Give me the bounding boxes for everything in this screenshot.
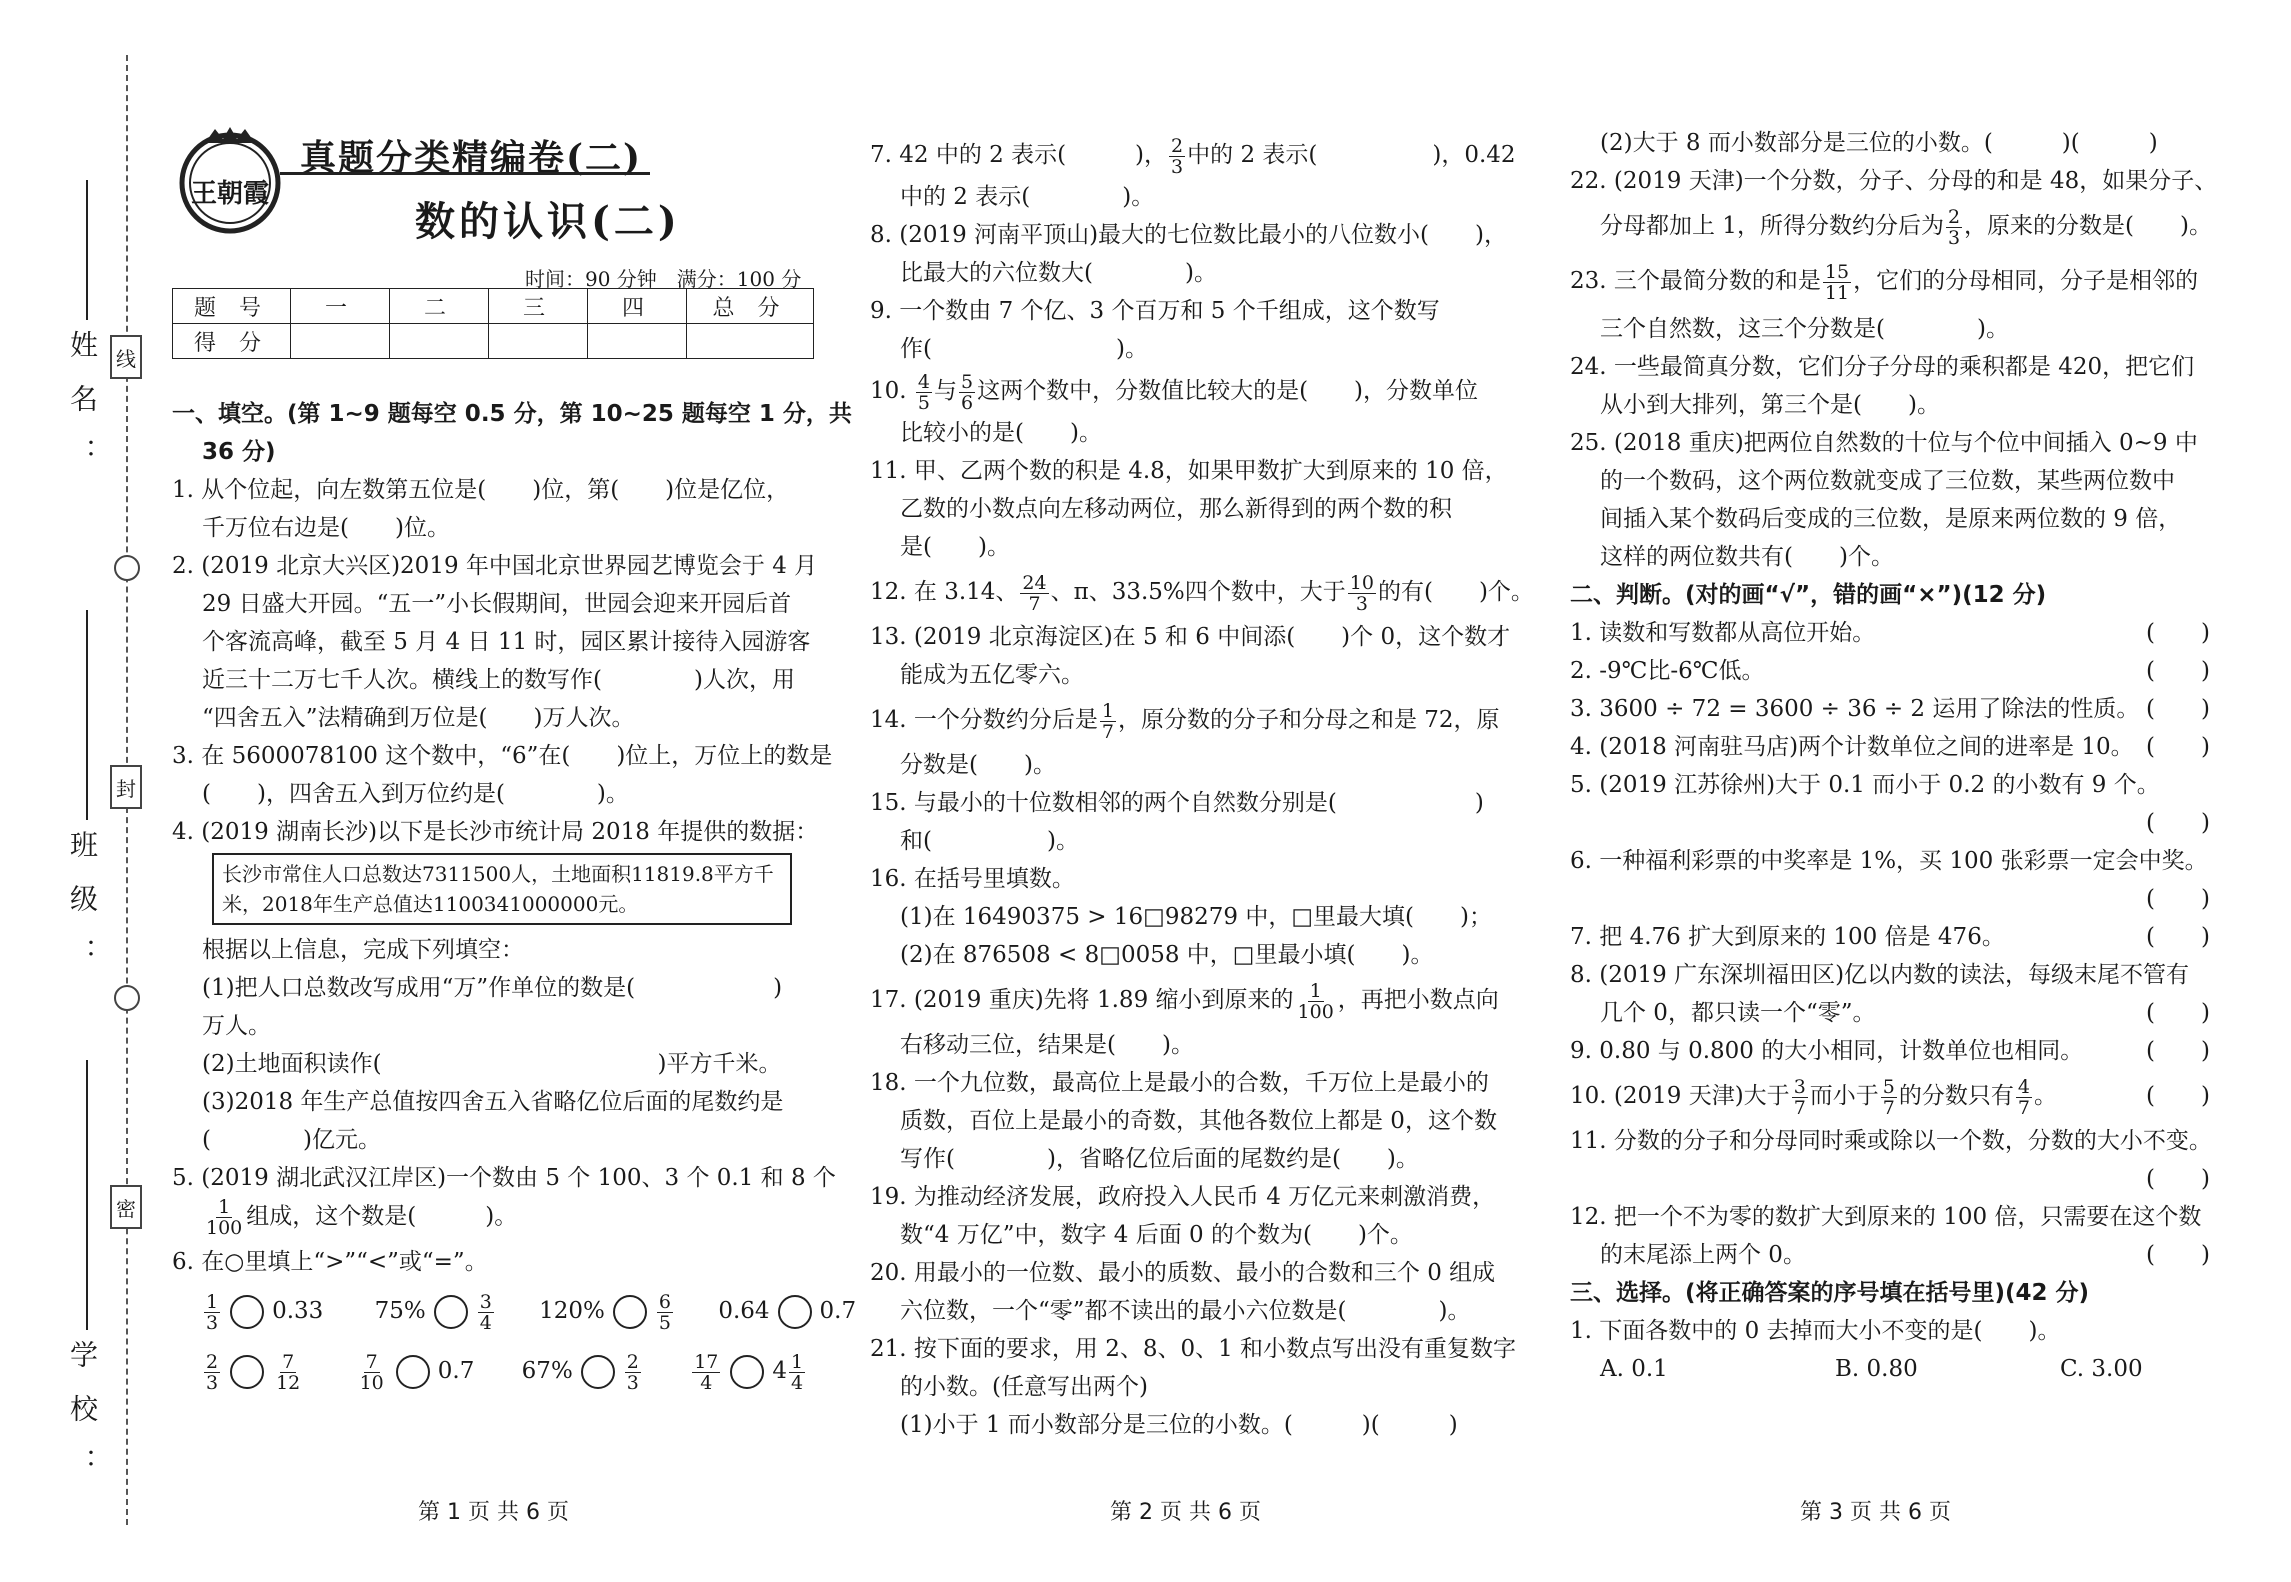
- question-16-part-1: (1)在 16490375 > 16□98279 中，□里最大填( )；: [900, 904, 1493, 930]
- series-title: 真题分类精编卷(二): [300, 137, 643, 179]
- judge-5-bracket-line: [1570, 804, 2210, 842]
- binding-hole-icon: [114, 555, 140, 581]
- question-1-cont: 千万位右边是( )位。: [202, 515, 450, 541]
- compare-row-2: $\frac{2}{3}$ $\frac{7}{12}$ $\frac{7}{10}$ 0.7 67% $\frac{2}{3}$ $\frac{17}{4}$ 4 $\frac{1}{4}$: [206, 1350, 804, 1394]
- question-11-cont: 乙数的小数点向左移动两位，那么新得到的两个数的积: [900, 496, 1452, 522]
- answer-bracket[interactable]: ( ): [2146, 924, 2210, 950]
- school-write-line: [86, 1060, 88, 1330]
- score-cell: 题 号: [173, 289, 291, 324]
- judge-5: 5. (2019 江苏徐州)大于 0.1 而小于 0.2 的小数有 9 个。: [1570, 772, 2160, 798]
- question-22: 22. (2019 天津)一个分数，分子、分母的和是 48，如果分子、: [1570, 168, 2218, 194]
- judge-3: 3. 3600 ÷ 72 = 3600 ÷ 36 ÷ 2 运用了除法的性质。 ( ): [1570, 690, 2210, 728]
- binding-mark-xian: 线: [110, 335, 142, 379]
- question-13-cont: 能成为五亿零六。: [900, 662, 1084, 688]
- compare-circle-input[interactable]: [581, 1355, 615, 1389]
- question-2: 2. (2019 北京大兴区)2019 年中国北京世界园艺博览会于 4 月: [172, 553, 818, 579]
- question-4-part-1-cont: 万人。: [202, 1013, 271, 1039]
- question-17: 17. (2019 重庆)先将 1.89 缩小到原来的 $\frac{1}{100}$ ，再把小数点向: [870, 979, 1499, 1023]
- question-10-cont: 比较小的是( )。: [900, 420, 1102, 446]
- question-2-cont: 29 日盛大开园。“五一”小长假期间，世园会迎来开园后首: [202, 591, 792, 617]
- question-18-cont: 质数，百位上是最小的奇数，其他各数位上都是 0，这个数: [900, 1108, 1497, 1134]
- column-3: [1570, 124, 2218, 1388]
- compare-circle-input[interactable]: [613, 1295, 647, 1329]
- question-1: 1. 从个位起，向左数第五位是( )位，第( )位是亿位，: [172, 477, 790, 503]
- question-5: 5. (2019 湖北武汉江岸区)一个数由 5 个 100、3 个 0.1 和 8 个: [172, 1165, 836, 1191]
- answer-bracket[interactable]: ( ): [2146, 696, 2210, 722]
- question-25-cont: 的一个数码，这个两位数就变成了三位数，某些两位数中: [1600, 468, 2175, 494]
- judge-12: 12. 把一个不为零的数扩大到原来的 100 倍，只需要在这个数: [1570, 1204, 2202, 1230]
- section-fill-heading-cont: 36 分): [202, 439, 276, 465]
- question-2-cont: 个客流高峰，截至 5 月 4 日 11 时，园区累计接待入园游客: [202, 629, 811, 655]
- question-18: 18. 一个九位数，最高位上是最小的合数，千万位上是最小的: [870, 1070, 1489, 1096]
- question-7: 7. 42 中的 2 表示( )， $\frac{2}{3}$ 中的 2 表示( )，0.42: [870, 134, 1516, 178]
- question-4-cont: 根据以上信息，完成下列填空：: [202, 937, 524, 963]
- score-cell: 三: [489, 289, 588, 324]
- judge-9: 9. 0.80 与 0.800 的大小相同，计数单位也相同。 ( ): [1570, 1032, 2210, 1070]
- question-8-cont: 比最大的六位数大( )。: [900, 260, 1217, 286]
- score-cell: 一: [291, 289, 390, 324]
- judge-8-cont: 几个 0，都只读一个“零”。 ( ): [1570, 994, 2210, 1032]
- class-label: 班级：: [66, 830, 99, 992]
- class-write-line: [86, 610, 88, 820]
- question-19: 19. 为推动经济发展，政府投入人民币 4 万亿元来刺激消费，: [870, 1184, 1496, 1210]
- question-4-part-3-cont: ( )亿元。: [202, 1127, 381, 1153]
- question-19-cont: 数“4 万亿”中，数字 4 后面 0 的个数为( )个。: [900, 1222, 1413, 1248]
- answer-bracket[interactable]: ( ): [2146, 1000, 2210, 1026]
- compare-circle-input[interactable]: [730, 1355, 764, 1389]
- judge-11-bracket-line: [1570, 1160, 2210, 1198]
- score-table: [172, 288, 814, 359]
- question-24-cont: 从小到大排列，第三个是( )。: [1600, 392, 1940, 418]
- question-7-cont: 中的 2 表示( )。: [900, 184, 1155, 210]
- question-25-cont: 间插入某个数码后变成的三位数，是原来两位数的 9 倍，: [1600, 506, 2182, 532]
- score-input[interactable]: [291, 324, 390, 359]
- question-13: 13. (2019 北京海淀区)在 5 和 6 中间添( )个 0，这个数才: [870, 624, 1511, 650]
- judge-12-cont: 的末尾添上两个 0。 ( ): [1570, 1236, 2210, 1274]
- question-9-cont: 作( )。: [900, 336, 1148, 362]
- question-20-cont: 六位数，一个“零”都不读出的最小六位数是( )。: [900, 1298, 1471, 1324]
- question-5-cont: $\frac{1}{100}$ 组成，这个数是( )。: [206, 1196, 518, 1239]
- question-14-cont: 分数是( )。: [900, 752, 1056, 778]
- compare-circle-input[interactable]: [396, 1355, 430, 1389]
- question-15: 15. 与最小的十位数相邻的两个自然数分别是( ): [870, 790, 1484, 816]
- compare-circle-input[interactable]: [434, 1295, 468, 1329]
- question-12: 12. 在 3.14、 $\frac{24}{7}$ 、π、33.5%四个数中，大于 $\frac{10}{3}$ 的有( )个。: [870, 571, 1534, 615]
- question-4-part-1: (1)把人口总数改写成用“万”作单位的数是( ): [202, 975, 783, 1001]
- question-4: 4. (2019 湖南长沙)以下是长沙市统计局 2018 年提供的数据：: [172, 819, 819, 845]
- judge-4: 4. (2018 河南驻马店)两个计数单位之间的进率是 10。 ( ): [1570, 728, 2210, 766]
- data-box: 长沙市常住人口总数达7311500人，土地面积11819.8平方千米，2018年生产总值达1100341000000元。: [212, 853, 792, 925]
- binding-hole-icon: [114, 985, 140, 1011]
- answer-bracket[interactable]: ( ): [2146, 1083, 2210, 1109]
- column-2: [870, 132, 1534, 1444]
- question-21-part-2: (2)大于 8 而小数部分是三位的小数。( )( ): [1600, 130, 2158, 156]
- compare-circle-input[interactable]: [230, 1295, 264, 1329]
- name-label: 姓名：: [66, 330, 99, 492]
- judge-6-bracket-line: [1570, 880, 2210, 918]
- binding-mark-feng: 封: [110, 765, 142, 809]
- score-input[interactable]: [489, 324, 588, 359]
- question-17-cont: 右移动三位，结果是( )。: [900, 1032, 1194, 1058]
- question-21-cont: 的小数。(任意写出两个): [900, 1374, 1148, 1400]
- page-footer-1: 第 1 页 共 6 页: [418, 1500, 569, 1525]
- question-3: 3. 在 5600078100 这个数中，“6”在( )位上，万位上的数是: [172, 743, 833, 769]
- question-16: 16. 在括号里填数。: [870, 866, 1075, 892]
- question-11: 11. 甲、乙两个数的积是 4.8，如果甲数扩大到原来的 10 倍，: [870, 458, 1508, 484]
- question-22-cont: 分母都加上 1，所得分数约分后为 $\frac{2}{3}$ ，原来的分数是( )。: [1600, 205, 2212, 249]
- answer-bracket[interactable]: ( ): [2146, 886, 2210, 912]
- option-a: A. 0.1: [1600, 1356, 1668, 1382]
- judge-8: 8. (2019 广东深圳福田区)亿以内数的读法，每级末尾不管有: [1570, 962, 2190, 988]
- question-20: 20. 用最小的一位数、最小的质数、最小的合数和三个 0 组成: [870, 1260, 1496, 1286]
- question-4-part-3: (3)2018 年生产总值按四舍五入省略亿位后面的尾数约是: [202, 1089, 784, 1115]
- page-footer-2: 第 2 页 共 6 页: [1110, 1500, 1261, 1525]
- answer-bracket[interactable]: ( ): [2146, 810, 2210, 836]
- score-cell: 四: [588, 289, 687, 324]
- score-cell: 得 分: [173, 324, 291, 359]
- question-23-cont: 三个自然数，这三个分数是( )。: [1600, 316, 2009, 342]
- question-18-cont: 写作( )，省略亿位后面的尾数约是( )。: [900, 1146, 1419, 1172]
- option-c: C. 3.00: [2060, 1356, 2143, 1382]
- question-21: 21. 按下面的要求，用 2、8、0、1 和小数点写出没有重复数字: [870, 1336, 1517, 1362]
- question-10: 10. $\frac{4}{5}$ 与 $\frac{5}{6}$ 这两个数中，分数值比较大的是( )，分数单位: [870, 370, 1479, 414]
- logo-emblem: [175, 125, 285, 235]
- question-3-cont: ( )，四舍五入到万位约是( )。: [202, 781, 629, 807]
- answer-bracket[interactable]: ( ): [2146, 734, 2210, 760]
- answer-bracket[interactable]: ( ): [2146, 1242, 2210, 1268]
- question-8: 8. (2019 河南平顶山)最大的七位数比最小的八位数小( )，: [870, 222, 1507, 248]
- section-fill-heading: 一、填空。(第 1~9 题每空 0.5 分，第 10~25 题每空 1 分，共: [172, 401, 852, 427]
- judge-7: 7. 把 4.76 扩大到原来的 100 倍是 476。 ( ): [1570, 918, 2210, 956]
- page-footer-3: 第 3 页 共 6 页: [1800, 1500, 1951, 1525]
- compare-row-1: $\frac{1}{3}$ 0.33 75% $\frac{3}{4}$ 120% $\frac{6}{5}$ 0.64 0.7: [206, 1290, 857, 1334]
- column-1: [172, 395, 857, 1401]
- question-9: 9. 一个数由 7 个亿、3 个百万和 5 个千组成，这个数写: [870, 298, 1440, 324]
- score-cell: 二: [390, 289, 489, 324]
- header-rule: [280, 172, 650, 175]
- fraction: $\frac{1}{100}$: [206, 1196, 243, 1239]
- question-23: 23. 三个最简分数的和是 $\frac{15}{11}$ ，它们的分母相同，分子是相邻的: [1570, 260, 2199, 304]
- question-14: 14. 一个分数约分后是 $\frac{1}{7}$ ，原分数的分子和分母之和是 72，原: [870, 699, 1500, 743]
- score-value-row: [173, 324, 814, 359]
- time-info: 时间：90 分钟 满分：100 分: [525, 267, 802, 291]
- score-input[interactable]: [588, 324, 687, 359]
- answer-bracket[interactable]: ( ): [2146, 620, 2210, 646]
- question-24: 24. 一些最简真分数，它们分子分母的乘积都是 420，把它们: [1570, 354, 2195, 380]
- judge-2: 2. -9℃比-6℃低。 ( ): [1570, 652, 2210, 690]
- question-25-cont: 这样的两位数共有( )个。: [1600, 544, 1894, 570]
- school-label: 学校：: [66, 1340, 99, 1502]
- judge-10: 10. (2019 天津)大于 $\frac{3}{7}$ 而小于 $\frac{5}{7}$ 的分数只有 $\frac{4}{7}$ 。 ( ): [1570, 1070, 2210, 1122]
- judge-11: 11. 分数的分子和分母同时乘或除以一个数，分数的大小不变。: [1570, 1128, 2212, 1154]
- option-b: B. 0.80: [1835, 1356, 1918, 1382]
- question-2-cont: “四舍五入”法精确到万位是( )万人次。: [202, 705, 635, 731]
- score-cell: 总 分: [687, 289, 814, 324]
- page-title: 数的认识(二): [415, 198, 681, 245]
- question-2-cont: 近三十二万七千人次。横线上的数写作( )人次，用: [202, 667, 795, 693]
- judge-1: 1. 读数和写数都从高位开始。 ( ): [1570, 614, 2210, 652]
- answer-bracket[interactable]: ( ): [2146, 1166, 2210, 1192]
- section-judge-heading: 二、判断。(对的画“√”，错的画“×”)(12 分): [1570, 582, 2047, 608]
- answer-bracket[interactable]: ( ): [2146, 658, 2210, 684]
- name-write-line: [86, 180, 88, 320]
- compare-circle-input[interactable]: [778, 1295, 812, 1329]
- question-4-part-2: (2)土地面积读作( )平方千米。: [202, 1051, 782, 1077]
- score-input[interactable]: [390, 324, 489, 359]
- question-16-part-2: (2)在 876508 < 8□0058 中，□里最小填( )。: [900, 942, 1434, 968]
- compare-circle-input[interactable]: [230, 1355, 264, 1389]
- question-15-cont: 和( )。: [900, 828, 1079, 854]
- choice-1: 1. 下面各数中的 0 去掉而大小不变的是( )。: [1570, 1318, 2061, 1344]
- question-25: 25. (2018 重庆)把两位自然数的十位与个位中间插入 0~9 中: [1570, 430, 2198, 456]
- question-6: 6. 在○里填上“>”“<”或“=”。: [172, 1249, 488, 1275]
- question-11-cont: 是( )。: [900, 534, 1010, 560]
- answer-bracket[interactable]: ( ): [2146, 1038, 2210, 1064]
- score-input[interactable]: [687, 324, 814, 359]
- judge-6: 6. 一种福利彩票的中奖率是 1%，买 100 张彩票一定会中奖。: [1570, 848, 2208, 874]
- choice-1-options: [1570, 1350, 2210, 1388]
- binding-mark-mi: 密: [110, 1185, 142, 1229]
- score-header-row: [173, 289, 814, 324]
- question-21-part-1: (1)小于 1 而小数部分是三位的小数。( )( ): [900, 1412, 1458, 1438]
- logo-text: 王朝霞: [190, 179, 269, 209]
- section-choice-heading: 三、选择。(将正确答案的序号填在括号里)(42 分): [1570, 1280, 2090, 1306]
